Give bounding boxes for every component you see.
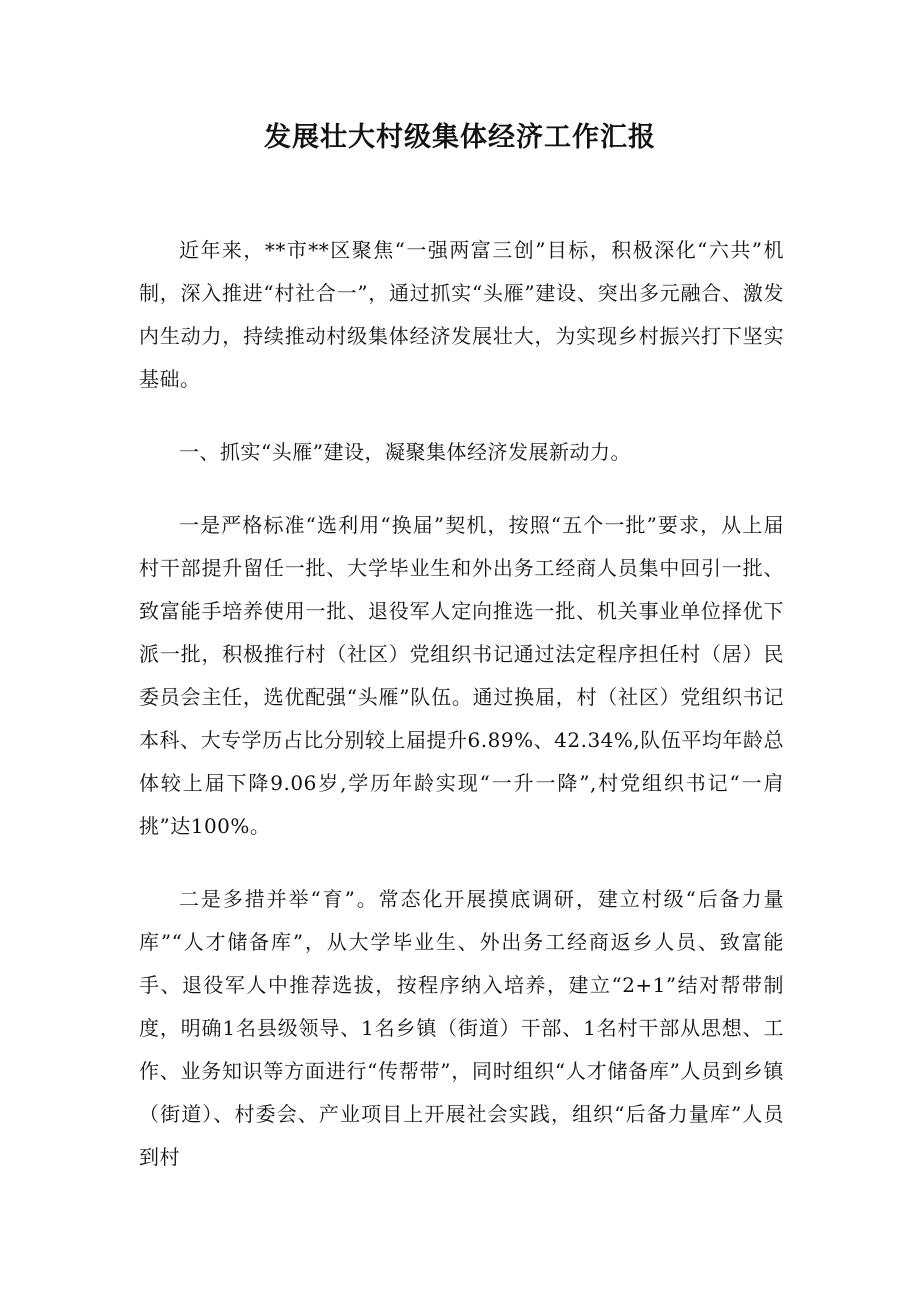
paragraph-intro: 近年来，**市**区聚焦“一强两富三创”目标，积极深化“六共”机制，深入推进“村社合一”，通过抓实“头雁”建设、突出多元融合、激发内生动力，持续推动村级集体经济发展壮大，为实现乡村振兴打下坚实基础。 (139, 238, 784, 391)
paragraph-cultivate: 二是多措并举“育”。常态化开展摸底调研，建立村级“后备力量库”“人才储备库”，从大学毕业生、外出务工经商返乡人员、致富能手、退役军人中推荐选拔，按程序纳入培养，建立“2+1”结对帮带制度，明确1名县级领导、1名乡镇（街道）干部、1名村干部从思想、工作、业务知识等方面进行“传帮带”，同时组织“人才储备库”人员到乡镇（街道）、村委会、产业项目上开展社会实践，组织“后备力量库”人员到村 (139, 887, 784, 1169)
section-heading-1: 一、抓实“头雁”建设，凝聚集体经济发展新动力。 (179, 440, 631, 464)
document-body (139, 229, 784, 1209)
document-title: 发展壮大村级集体经济工作汇报 (264, 122, 656, 153)
paragraph-select: 一是严格标准“选利用“换届”契机，按照“五个一批”要求，从上届村干部提升留任一批、大学毕业生和外出务工经商人员集中回引一批、致富能手培养使用一批、退役军人定向推选一批、机关事业单位择优下派一批，积极推行村（社区）党组织书记通过法定程序担任村（居）民委员会主任，选优配强“头雁”队伍。通过换届，村（社区）党组织书记本科、大专学历占比分别较上届提升6.89%、42.34%,队伍平均年龄总体较上届下降9.06岁,学历年龄实现“一升一降”,村党组织书记“一肩挑”达100%。 (139, 513, 784, 838)
